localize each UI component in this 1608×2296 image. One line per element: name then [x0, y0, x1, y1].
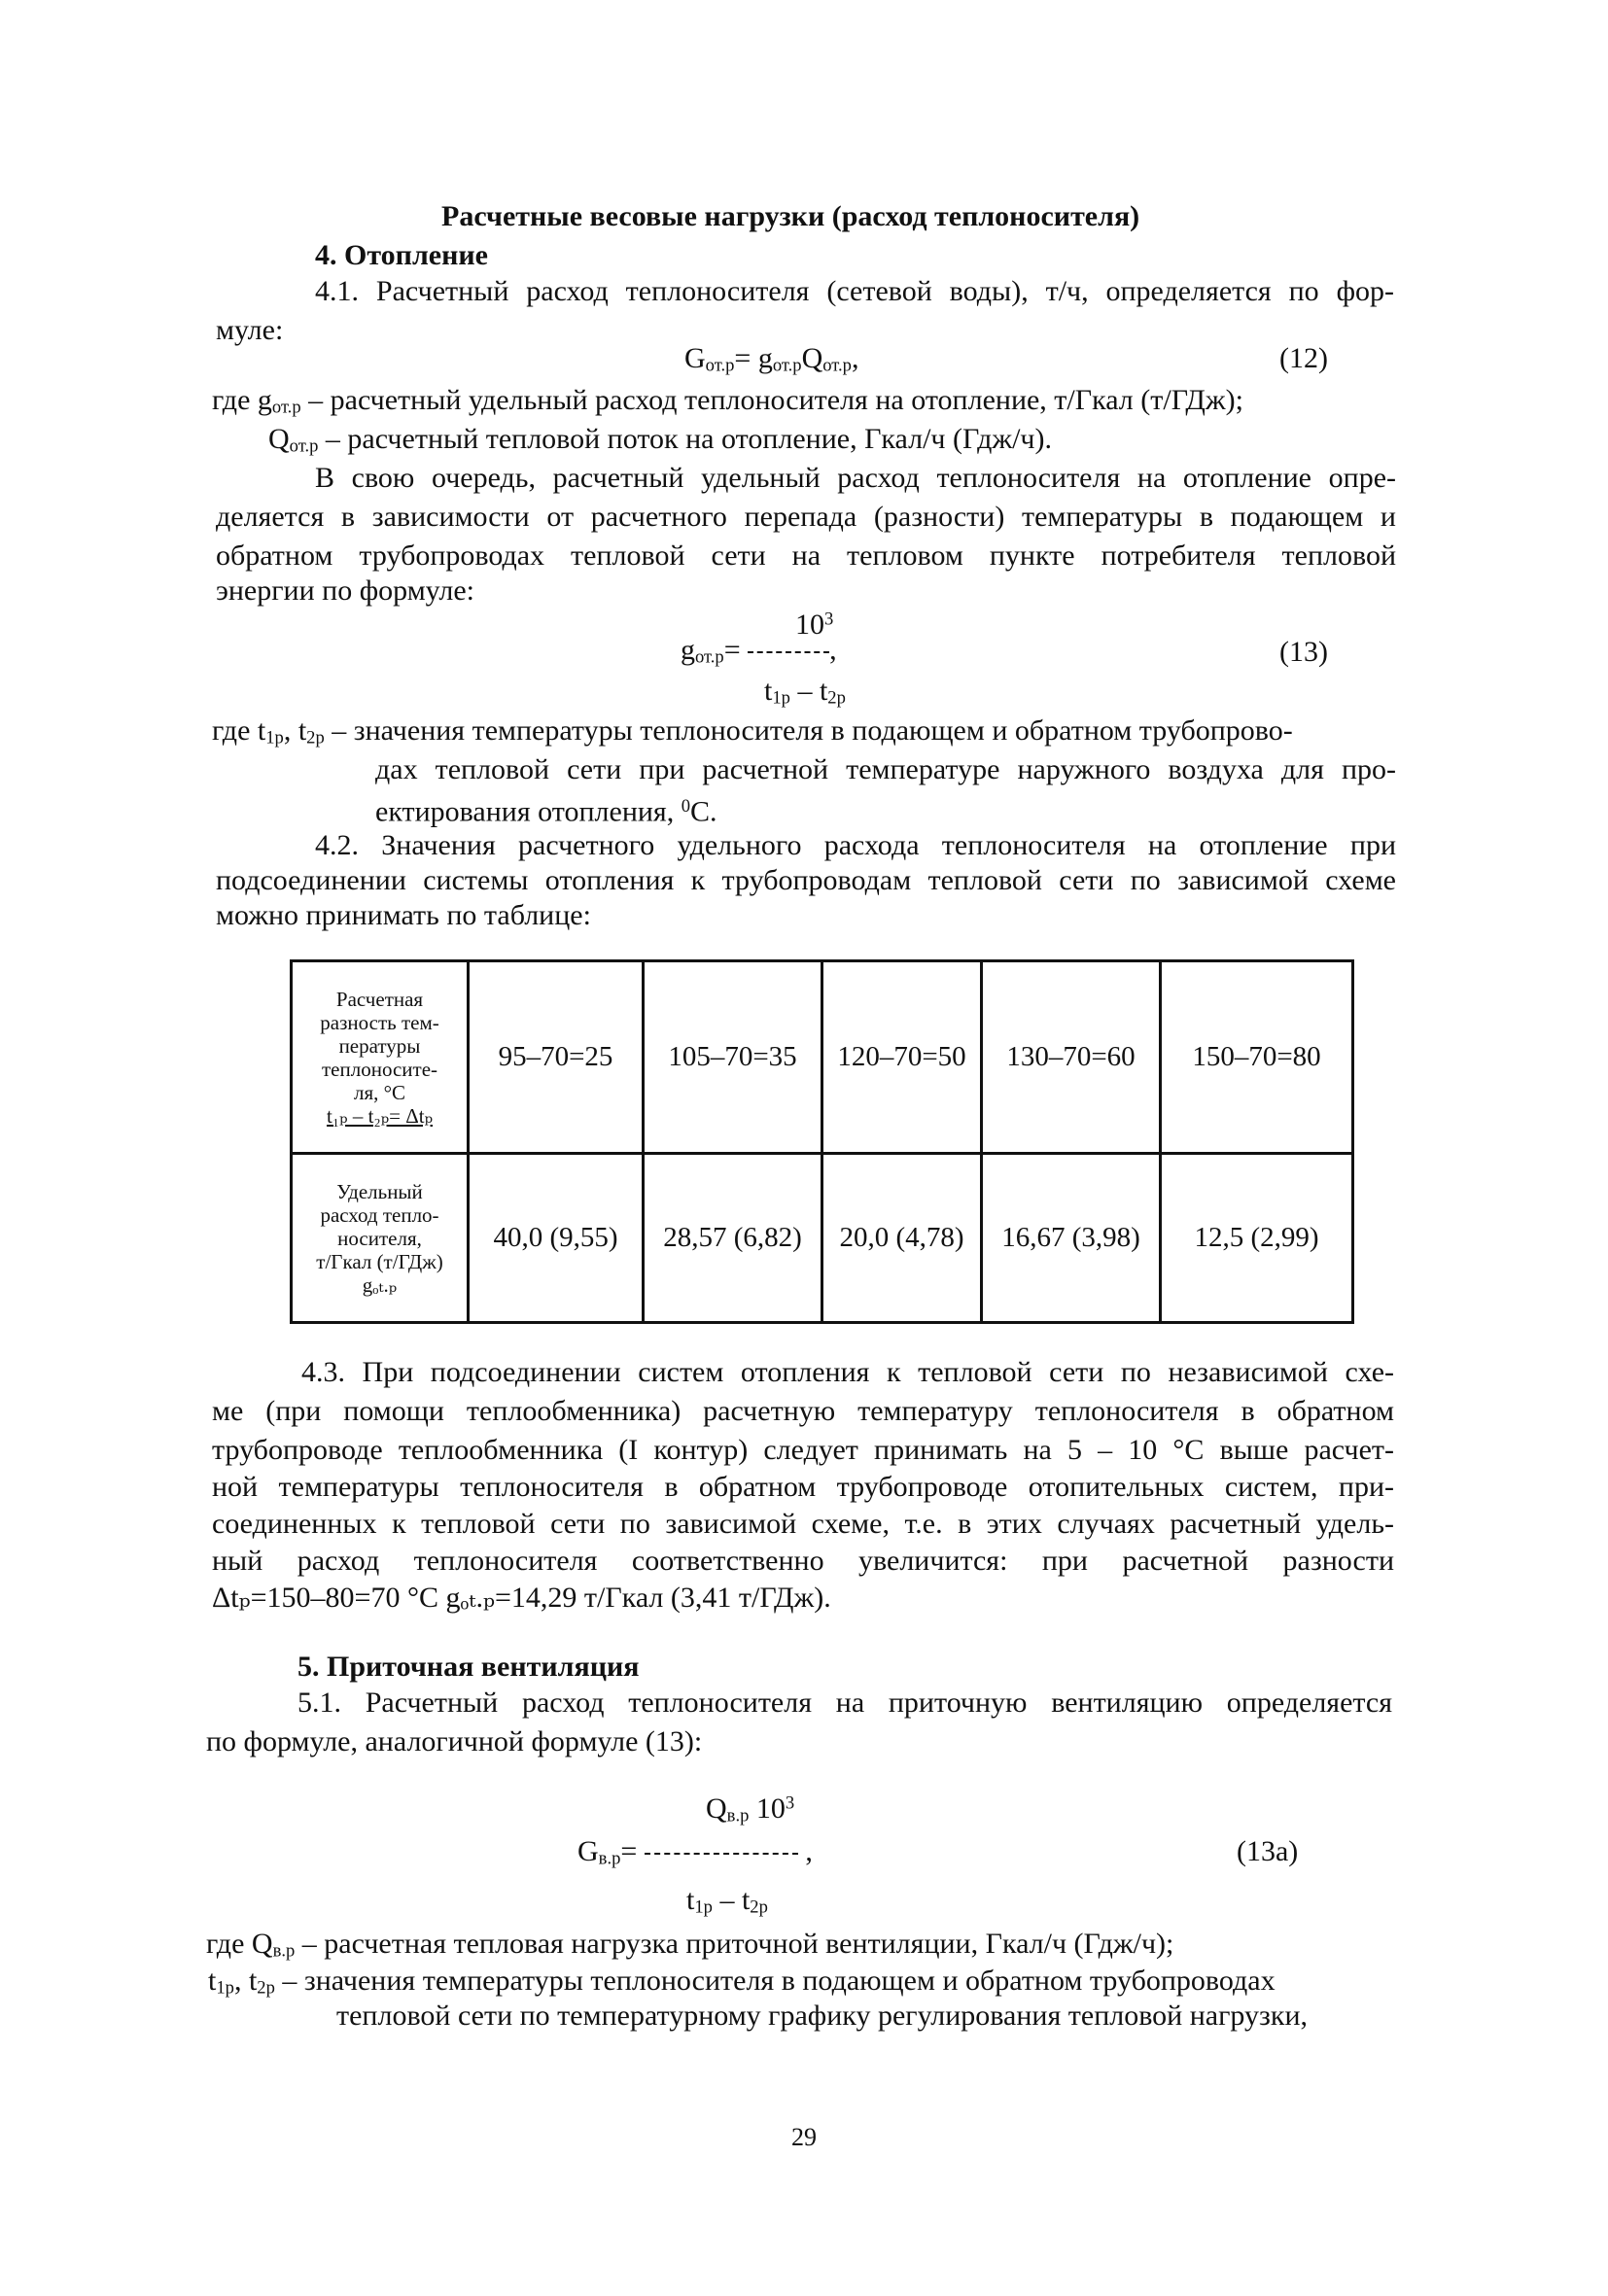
p42-line2: подсоединении системы отопления к трубопроводам тепловой сети по зависимой схеме: [216, 864, 1396, 896]
where-13-line2: дах тепловой сети при расчетной температуре наружного воздуха для про-: [375, 753, 1396, 785]
equation-12: $G_{от.р}= g_{от.р}Q_{от.р}$,: [684, 342, 859, 376]
equation-13a-numerator: $Q_{в.р}$ $10^3$: [706, 1792, 795, 1826]
equation-12-number: (12): [1279, 342, 1328, 374]
p51-line1: 5.1. Расчетный расход теплоносителя на приточную вентиляцию определяется: [297, 1687, 1392, 1719]
table-row: [292, 1154, 1353, 1323]
p41-line2: муле:: [216, 314, 284, 346]
page-number: 29: [791, 2123, 817, 2151]
where-13a-b-cont: тепловой сети по температурному графику регулирования тепловой нагрузки,: [336, 2000, 1308, 2032]
p41-line1: 4.1. Расчетный расход теплоносителя (сетевой воды), т/ч, определяется по фор-: [315, 275, 1394, 307]
equation-13-numerator: $10^3$: [795, 609, 834, 641]
para-1-line1: В свою очередь, расчетный удельный расход теплоносителя на отопление опре-: [315, 462, 1396, 494]
p43-line2: ме (при помощи теплообменника) расчетную температуру теплоносителя в обратном: [212, 1395, 1394, 1427]
table-cell: 120–70=50: [822, 961, 982, 1154]
table-cell: 130–70=60: [982, 961, 1161, 1154]
equation-13a: $G_{в.р}=$ ,: [577, 1835, 813, 1869]
table-cell: 105–70=35: [644, 961, 822, 1154]
p42-line1: 4.2. Значения расчетного удельного расхода теплоносителя на отопление при: [315, 829, 1396, 861]
equation-13a-denominator: $t_{1р} - t_{2р}$: [686, 1884, 768, 1918]
page-heading: Расчетные весовые нагрузки (расход теплоносителя): [441, 200, 1140, 232]
where-13-line3: ектирования отопления, $^0$С.: [375, 795, 717, 828]
fraction-bar: [748, 651, 829, 653]
equation-13: $g_{от.р}=$ ,: [681, 634, 837, 668]
p43-line7: Δtₚ=150–80=70 °С gₒₜ.ₚ=14,29 т/Гкал (3,41 т/ГДж).: [212, 1582, 831, 1614]
para-1-line3: обратном трубопроводах тепловой сети на тепловом пункте потребителя тепловой: [216, 539, 1396, 572]
table-cell: 150–70=80: [1161, 961, 1353, 1154]
equation-13-denominator: $t_{1р} - t_{2р}$: [764, 675, 846, 709]
row-header-temperature-difference: Расчетная разность тем- пературы теплоносите- ля, °С t₁ₚ – t₂ₚ= Δtₚ: [292, 961, 469, 1154]
table-cell: 20,0 (4,78): [822, 1154, 982, 1323]
section-4-title: 4. Отопление: [315, 239, 488, 271]
row-header-specific-flow: Удельный расход тепло- носителя, т/Гкал (т/ГДж) gₒₜ.ₚ: [292, 1154, 469, 1323]
p43-line5: соединенных к тепловой сети по зависимой схеме, т.е. в этих случаях расчетный удель-: [212, 1508, 1394, 1540]
p42-line3: можно принимать по таблице:: [216, 899, 591, 931]
where-13a-b: $t_{1р}$, $t_{2р}$ – значения температуры теплоносителя в подающем и обратном трубопроводах: [208, 1965, 1276, 1999]
p43-line1: 4.3. При подсоединении систем отопления к тепловой сети по независимой схе-: [301, 1356, 1394, 1388]
table-cell: 12,5 (2,99): [1161, 1154, 1353, 1323]
where-13-line1: где $t_{1р}$, $t_{2р}$ – значения температуры теплоносителя в подающем и обратном трубопрово-: [212, 714, 1293, 748]
p43-line6: ный расход теплоносителя соответственно увеличится: при расчетной разности: [212, 1545, 1394, 1577]
where-13a-a: где $Q_{в.р}$ – расчетная тепловая нагрузка приточной вентиляции, Гкал/ч (Гдж/ч);: [206, 1928, 1174, 1962]
table-row: [292, 961, 1353, 1154]
para-1-line2: деляется в зависимости от расчетного перепада (разности) температуры в подающем и: [216, 501, 1396, 533]
p51-line2: по формуле, аналогичной формуле (13):: [206, 1725, 703, 1757]
section-5-title: 5. Приточная вентиляция: [297, 1651, 640, 1683]
table-cell: 16,67 (3,98): [982, 1154, 1161, 1323]
specific-flow-table: [290, 959, 1354, 1324]
equation-13-number: (13): [1279, 636, 1328, 668]
fraction-bar: [645, 1853, 798, 1855]
where-12-b: $Q_{от.р}$ – расчетный тепловой поток на отопление, Гкал/ч (Гдж/ч).: [268, 423, 1053, 457]
p43-line4: ной температуры теплоносителя в обратном трубопроводе отопительных систем, при-: [212, 1471, 1394, 1503]
para-1-line4: энергии по формуле:: [216, 574, 474, 607]
table-cell: 40,0 (9,55): [469, 1154, 644, 1323]
table-cell: 95–70=25: [469, 961, 644, 1154]
p43-line3: трубопроводе теплообменника (I контур) следует принимать на 5 – 10 °С выше расчет-: [212, 1434, 1394, 1466]
equation-13a-number: (13а): [1237, 1835, 1299, 1867]
table-cell: 28,57 (6,82): [644, 1154, 822, 1323]
where-12-a: где $g_{от.р}$ – расчетный удельный расход теплоносителя на отопление, т/Гкал (т/ГДж);: [212, 384, 1243, 418]
